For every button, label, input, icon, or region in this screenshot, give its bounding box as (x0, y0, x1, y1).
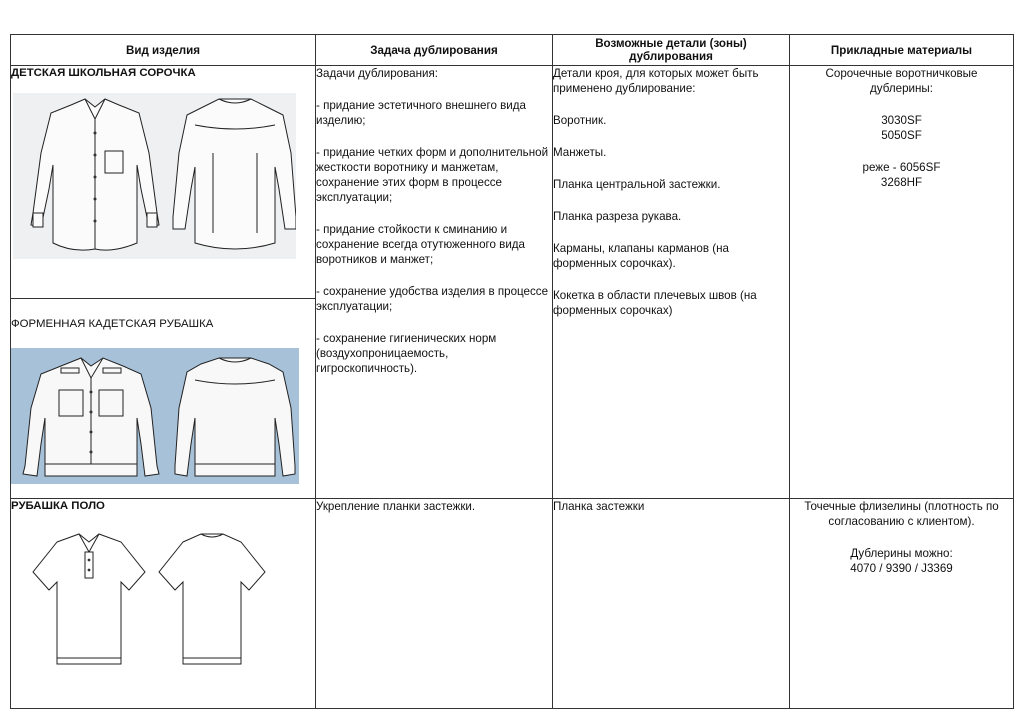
cell-details (553, 66, 790, 499)
doubling-table (10, 34, 1014, 709)
task-paragraph: Задачи дублирования: (316, 67, 438, 80)
details-paragraph: Кокетка в области плечевых швов (на форменных сорочках) (553, 289, 757, 317)
materials-line: Сорочечные воротничковые дублерины: (825, 67, 978, 95)
header-product: Вид изделия (11, 35, 316, 66)
materials-line: Точечные флизелины (плотность по согласованию с клиентом). (804, 500, 999, 528)
cell-task (316, 66, 553, 499)
cell-school-shirt (11, 66, 316, 299)
cell-materials (790, 66, 1014, 499)
cadet-shirt-front-back-drawing (11, 348, 299, 484)
task-paragraph: - придание эстетичного внешнего вида изделию; (316, 99, 526, 127)
task-paragraph: - придание стойкости к сминанию и сохранение всегда отутюженного вида воротников и манжет; (316, 223, 526, 266)
table-header-row (11, 35, 1014, 66)
materials-line: реже - 6056SF (862, 161, 941, 174)
materials-line: Дублерины можно: (850, 547, 953, 560)
task-paragraph: Укрепление планки застежки. (316, 500, 476, 513)
materials-line: 5050SF (881, 129, 922, 142)
product-title: ДЕТСКАЯ ШКОЛЬНАЯ СОРОЧКА (11, 67, 196, 79)
cell-polo-task (316, 499, 553, 709)
details-paragraph: Манжеты. (553, 146, 607, 159)
polo-shirt-front-back-drawing (17, 526, 267, 672)
cell-polo-materials (790, 499, 1014, 709)
materials-line: 3030SF (881, 114, 922, 127)
cell-polo-details (553, 499, 790, 709)
materials-line: 4070 / 9390 / J3369 (850, 562, 953, 575)
header-materials: Прикладные материалы (790, 35, 1014, 66)
header-task: Задача дублирования (316, 35, 553, 66)
details-paragraph: Планка разреза рукава. (553, 210, 682, 223)
task-paragraph: - придание четких форм и дополнительной жесткости воротнику и манжетам, сохранение этих форм в процессе эксплуатации; (316, 146, 549, 204)
table-row-polo-shirt (11, 499, 1014, 709)
cell-polo-shirt (11, 499, 316, 709)
task-paragraph: - сохранение удобства изделия в процессе эксплуатации; (316, 285, 549, 313)
details-paragraph: Планка центральной застежки. (553, 178, 721, 191)
details-paragraph: Карманы, клапаны карманов (на форменных сорочках). (553, 242, 729, 270)
details-paragraph: Планка застежки (553, 500, 645, 513)
product-title: РУБАШКА ПОЛО (11, 500, 105, 512)
header-details: Возможные детали (зоны) дублирования (553, 35, 790, 66)
materials-line: 3268HF (880, 176, 923, 189)
school-shirt-front-back-drawing (13, 93, 296, 263)
details-paragraph: Детали кроя, для которых может быть применено дублирование: (553, 67, 759, 95)
table-row-school-shirt (11, 66, 1014, 299)
details-paragraph: Воротник. (553, 114, 607, 127)
product-title: ФОРМЕННАЯ КАДЕТСКАЯ РУБАШКА (11, 318, 214, 330)
task-paragraph: - сохранение гигиенических норм (воздухопроницаемость, гигроскопичность). (316, 332, 497, 375)
cell-cadet-shirt (11, 299, 316, 499)
